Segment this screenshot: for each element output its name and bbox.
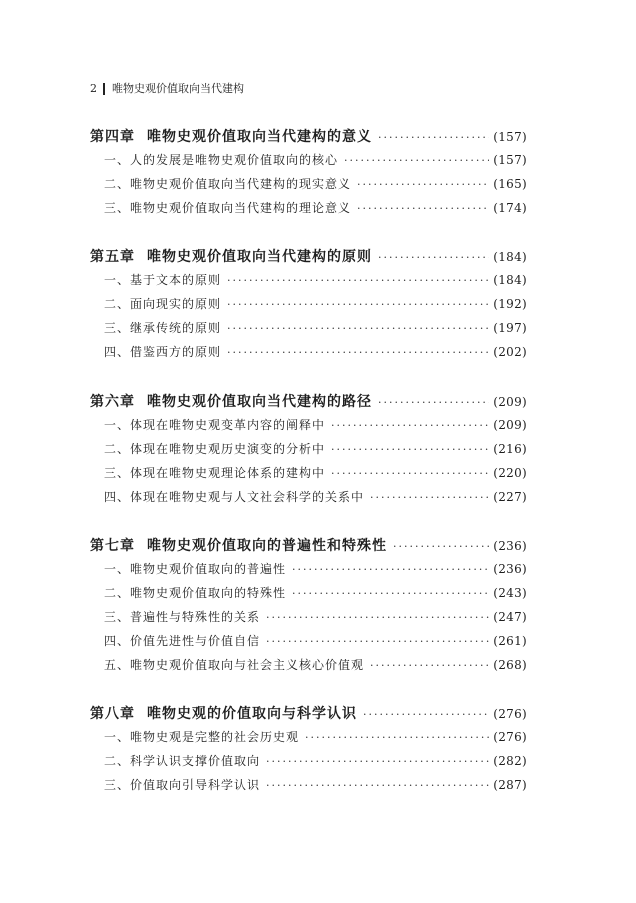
toc-chapter-4	[90, 126, 527, 223]
chapter-title: 唯物史观的价值取向与科学认识	[147, 706, 357, 722]
toc-section[interactable]	[90, 488, 527, 512]
section-page: (287)	[493, 778, 527, 792]
leader-dots	[363, 708, 489, 721]
leader-dots	[370, 659, 489, 672]
section-title: 四、借鉴西方的原则	[104, 345, 222, 359]
toc-section[interactable]	[90, 608, 527, 632]
toc-section[interactable]	[90, 343, 527, 367]
header-book-title: 唯物史观价值取向当代建构	[112, 82, 244, 95]
leader-dots	[357, 178, 489, 191]
section-title: 二、唯物史观价值取向当代建构的现实意义	[104, 177, 352, 191]
toc-section[interactable]	[90, 752, 527, 776]
chapter-page: (209)	[493, 395, 527, 409]
section-title: 二、科学认识支撑价值取向	[104, 754, 261, 768]
section-page: (157)	[493, 153, 527, 167]
toc-chapter-8	[90, 703, 527, 800]
toc-section[interactable]	[90, 416, 527, 440]
chapter-heading[interactable]	[90, 703, 527, 728]
section-page: (276)	[493, 730, 527, 744]
leader-dots	[331, 419, 489, 432]
leader-dots	[378, 396, 489, 409]
toc-section[interactable]	[90, 319, 527, 343]
leader-dots	[292, 563, 489, 576]
toc-chapter-7	[90, 535, 527, 680]
section-title: 一、基于文本的原则	[104, 273, 222, 287]
toc-section[interactable]	[90, 464, 527, 488]
section-title: 二、体现在唯物史观历史演变的分析中	[104, 442, 326, 456]
leader-dots	[305, 731, 489, 744]
chapter-heading[interactable]	[90, 391, 527, 416]
leader-dots	[370, 491, 489, 504]
section-title: 三、价值取向引导科学认识	[104, 778, 261, 792]
chapter-title: 唯物史观价值取向的普遍性和特殊性	[147, 538, 387, 554]
leader-dots	[378, 251, 489, 264]
section-title: 五、唯物史观价值取向与社会主义核心价值观	[104, 658, 365, 672]
toc-section[interactable]	[90, 440, 527, 464]
section-page: (261)	[493, 634, 527, 648]
toc-section[interactable]	[90, 776, 527, 800]
section-page: (197)	[493, 321, 527, 335]
toc-chapter-6	[90, 391, 527, 512]
section-page: (216)	[493, 442, 527, 456]
section-page: (209)	[493, 418, 527, 432]
section-title: 二、唯物史观价值取向的特殊性	[104, 586, 287, 600]
toc-section[interactable]	[90, 271, 527, 295]
section-title: 四、体现在唯物史观与人文社会科学的关系中	[104, 490, 365, 504]
section-page: (243)	[493, 586, 527, 600]
section-title: 三、唯物史观价值取向当代建构的理论意义	[104, 201, 352, 215]
toc-section[interactable]	[90, 175, 527, 199]
section-page: (282)	[493, 754, 527, 768]
section-title: 一、人的发展是唯物史观价值取向的核心	[104, 153, 339, 167]
section-page: (192)	[493, 297, 527, 311]
section-title: 一、唯物史观是完整的社会历史观	[104, 730, 300, 744]
section-page: (236)	[493, 562, 527, 576]
toc-chapter-5	[90, 246, 527, 367]
chapter-page: (276)	[493, 707, 527, 721]
section-title: 二、面向现实的原则	[104, 297, 222, 311]
section-title: 一、唯物史观价值取向的普遍性	[104, 562, 287, 576]
chapter-number: 第八章	[90, 706, 135, 722]
toc-section[interactable]	[90, 632, 527, 656]
toc-section[interactable]	[90, 295, 527, 319]
leader-dots	[227, 322, 489, 335]
leader-dots	[292, 587, 489, 600]
section-page: (220)	[493, 466, 527, 480]
leader-dots	[331, 443, 489, 456]
section-page: (227)	[493, 490, 527, 504]
chapter-number: 第四章	[90, 129, 135, 145]
leader-dots	[227, 274, 489, 287]
chapter-title: 唯物史观价值取向当代建构的原则	[147, 249, 372, 265]
section-title: 三、普遍性与特殊性的关系	[104, 610, 261, 624]
chapter-heading[interactable]	[90, 535, 527, 560]
section-title: 三、继承传统的原则	[104, 321, 222, 335]
chapter-page: (236)	[493, 539, 527, 553]
chapter-title: 唯物史观价值取向当代建构的意义	[147, 129, 372, 145]
leader-dots	[266, 611, 489, 624]
section-page: (184)	[493, 273, 527, 287]
section-page: (202)	[493, 345, 527, 359]
header-page-number: 2	[90, 82, 97, 95]
toc-section[interactable]	[90, 199, 527, 223]
toc-section[interactable]	[90, 656, 527, 680]
leader-dots	[266, 635, 489, 648]
leader-dots	[227, 298, 489, 311]
section-page: (247)	[493, 610, 527, 624]
toc-section[interactable]	[90, 584, 527, 608]
chapter-page: (157)	[493, 130, 527, 144]
toc-section[interactable]	[90, 728, 527, 752]
section-title: 四、价值先进性与价值自信	[104, 634, 261, 648]
header-divider	[103, 83, 105, 95]
leader-dots	[227, 346, 489, 359]
leader-dots	[357, 202, 489, 215]
toc-section[interactable]	[90, 151, 527, 175]
section-title: 三、体现在唯物史观理论体系的建构中	[104, 466, 326, 480]
leader-dots	[266, 755, 489, 768]
chapter-number: 第六章	[90, 394, 135, 410]
leader-dots	[378, 131, 489, 144]
section-page: (165)	[493, 177, 527, 191]
chapter-heading[interactable]	[90, 246, 527, 271]
section-page: (174)	[493, 201, 527, 215]
chapter-title: 唯物史观价值取向当代建构的路径	[147, 394, 372, 410]
section-page: (268)	[493, 658, 527, 672]
leader-dots	[331, 467, 489, 480]
section-title: 一、体现在唯物史观变革内容的阐释中	[104, 418, 326, 432]
leader-dots	[393, 540, 489, 553]
chapter-page: (184)	[493, 250, 527, 264]
running-head	[90, 82, 244, 96]
toc-section[interactable]	[90, 560, 527, 584]
chapter-number: 第七章	[90, 538, 135, 554]
chapter-number: 第五章	[90, 249, 135, 265]
leader-dots	[266, 779, 489, 792]
chapter-heading[interactable]	[90, 126, 527, 151]
leader-dots	[344, 154, 489, 167]
